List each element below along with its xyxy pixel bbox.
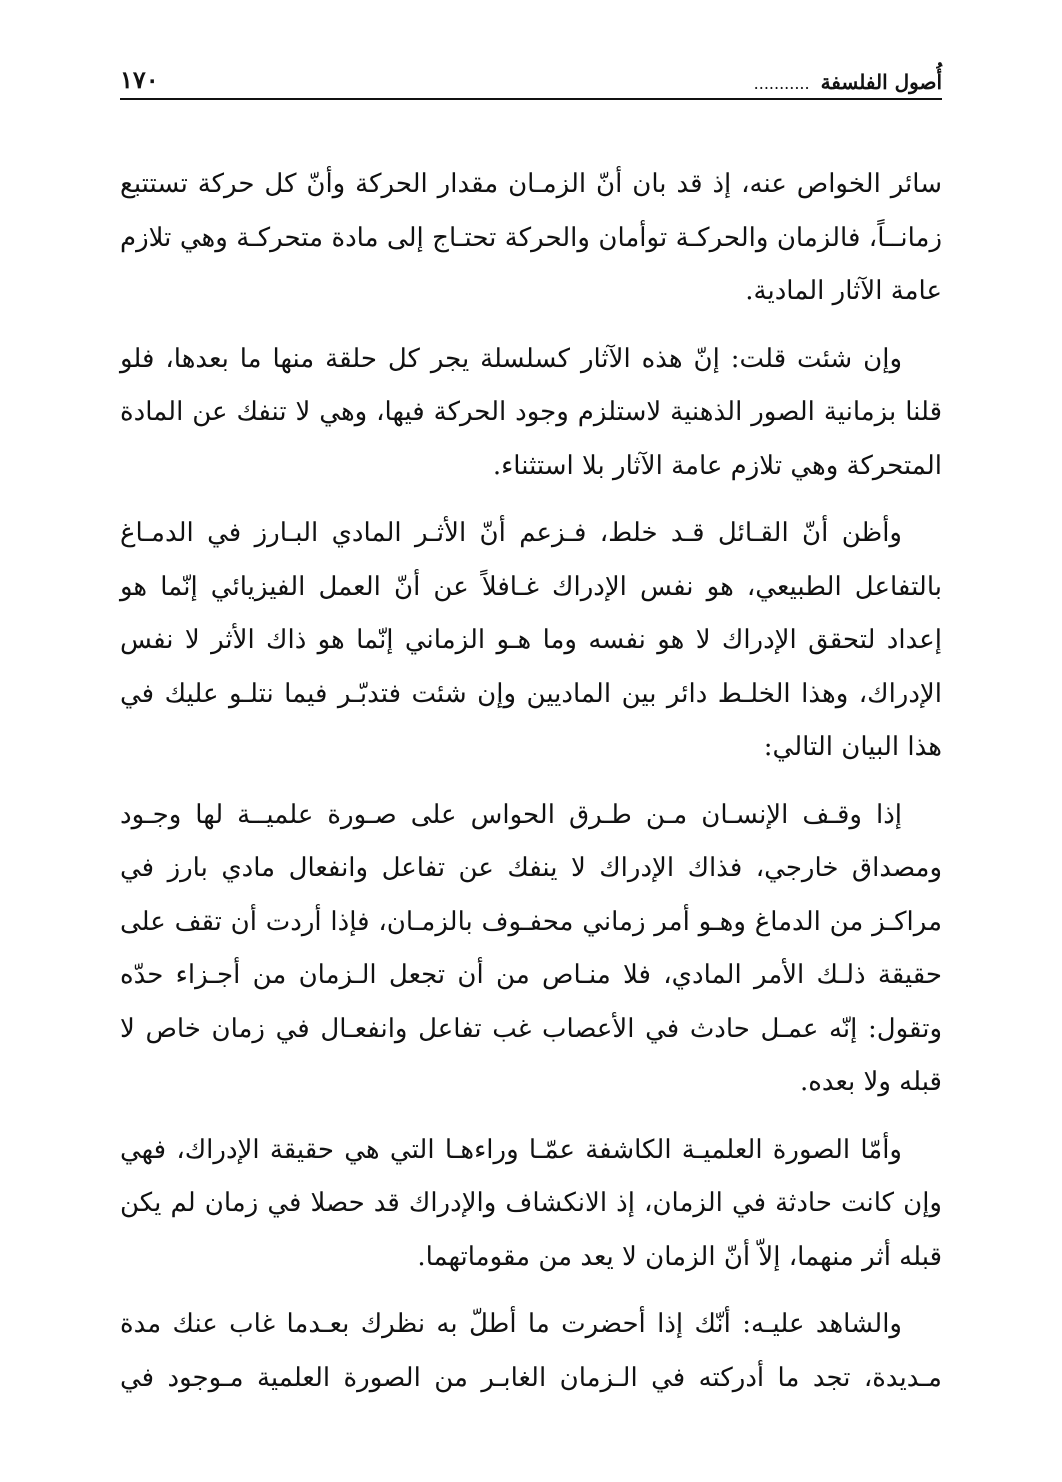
paragraph-1: سائر الخواص عنه، إذ قد بان أنّ الزمـان مقدار الحركة وأنّ كل حركة تستتبع زمانــاً، فالزمان والحركـة توأمان والحركة تحتـاج إلى مادة متحركـة وهي تلازم عامة الآثار المادية. <box>120 169 943 306</box>
paragraph-4: إذا وقـف الإنسـان مـن طـرق الحواس على صـورة علميــة لها وجـود ومصداق خارجي، فذاك الإدراك لا ينفك عن تفاعل وانفعال مادي بارز في مراكـز من الدماغ وهـو أمر زماني محفـوف بالزمـان، فإذا أردت أن تقف على حقيقة ذلـك الأمر المادي، فلا منـاص من أن تجعل الـزمان من أجـزاء حدّه وتقول: إنّه عمـل حادث في الأعصاب غب تفاعل وانفعـال في زمان خاص لا قبله ولا بعده. <box>120 799 942 1097</box>
body-text <box>120 158 942 1419</box>
book-title: أُصول الفلسفة <box>820 70 942 94</box>
header-title-group <box>754 70 942 94</box>
paragraph-6: والشاهد عليـه: أنّك إذا أحضرت ما أطلّ به نظرك بعـدما غاب عنك مدة مـديدة، تجد ما أدركته في الـزمان الغابـر من الصورة العلمية مـوجود في <box>120 1309 942 1393</box>
header-leader-dots: ........... <box>753 74 810 93</box>
header-rule <box>120 98 942 100</box>
paragraph-3: وأظن أنّ القـائل قـد خلط، فـزعم أنّ الأثـر المادي البـارز في الدمـاغ بالتفاعل الطبيعي، هو نفس الإدراك غـافلاً عن أنّ العمل الفيزيائي إنّما هو إعداد لتحقق الإدراك لا هو نفسه وما هـو الزماني إنّما هو ذاك الأثر لا نفس الإدراك، وهذا الخلـط دائر بين الماديين وإن شئت فتدبّـر فيما نتلـو عليك في هذا البيان التالي: <box>120 518 943 762</box>
paragraph-5: وأمّا الصورة العلميـة الكاشفة عمّـا وراءهـا التي هي حقيقة الإدراك، فهي وإن كانت حادثة في الزمان، إذ الانكشاف والإدراك قد حصلا في زمان لم يكن قبله أثر منهما، إلاّ أنّ الزمان لا يعد من مقوماتهما. <box>120 1134 942 1272</box>
book-page <box>120 40 942 1460</box>
running-header <box>120 52 942 94</box>
paragraph-2: وإن شئت قلت: إنّ هذه الآثار كسلسلة يجر كل حلقة منها ما بعدها، فلو قلنا بزمانية الصور الذهنية لاستلزم وجود الحركة فيها، وهي لا تنفك عن المادة المتحركة وهي تلازم عامة الآثار بلا استثناء. <box>120 343 942 481</box>
page-number: ١٧٠ <box>120 65 159 94</box>
